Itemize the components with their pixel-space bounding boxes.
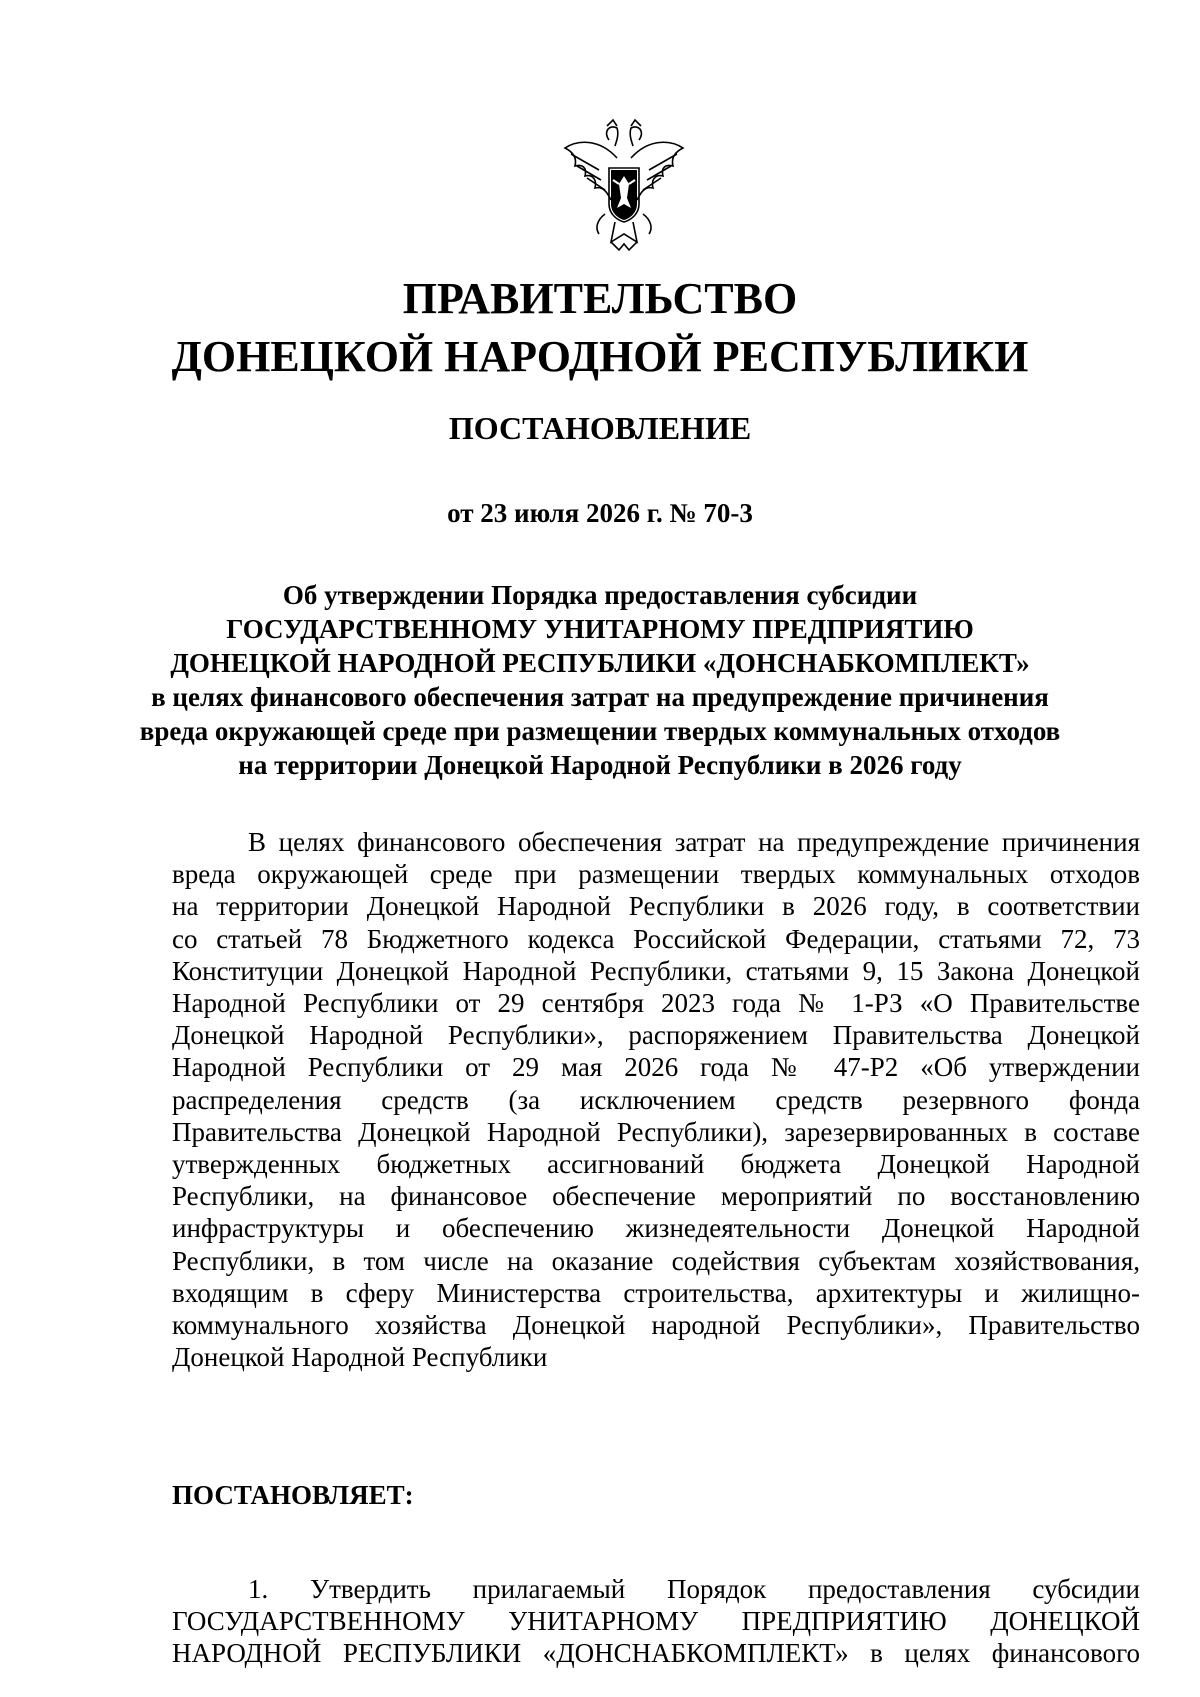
document-type: ПОСТАНОВЛЕНИЕ [448, 410, 752, 446]
preamble-line: Донецкой Народной Республики», распоряжением Правительства Донецкой [172, 1020, 1140, 1051]
title-line: ДОНЕЦКОЙ НАРОДНОЙ РЕСПУБЛИКИ «ДОНСНАБКОМПЛЕКТ» [170, 648, 1030, 678]
preamble-line: Народной Республики от 29 мая 2026 года № 47-Р2 «Об утверждении [172, 1052, 1140, 1083]
decree-word: ПОСТАНОВЛЯЕТ: [172, 1480, 414, 1510]
preamble-line: распределения средств (за исключением средств резервного фонда [172, 1084, 1140, 1115]
item-1-line: 1. Утвердить прилагаемый Порядок предоставления субсидии [248, 1574, 1140, 1604]
government-line-2: ДОНЕЦКОЙ НАРОДНОЙ РЕСПУБЛИКИ [171, 332, 1029, 381]
title-line: в целях финансового обеспечения затрат на предупреждение причинения [151, 682, 1049, 712]
preamble-line: Донецкой Народной Республики [172, 1342, 548, 1373]
date-and-number: от 23 июля 2026 г. № 70-3 [447, 498, 753, 528]
preamble-line: В целях финансового обеспечения затрат на предупреждение причинения [248, 827, 1140, 857]
item-1-paragraph [172, 1573, 1140, 1670]
government-name [0, 270, 1200, 386]
document-title [0, 578, 1200, 782]
preamble-line: инфраструктуры и обеспечению жизнедеятельности Донецкой Народной [172, 1213, 1140, 1244]
item-1-line: НАРОДНОЙ РЕСПУБЛИКИ «ДОНСНАБКОМПЛЕКТ» в целях финансового [172, 1638, 1140, 1669]
eagle-emblem-icon [559, 118, 689, 258]
preamble-line: Республики, на финансовое обеспечение мероприятий по восстановлению [172, 1181, 1140, 1212]
preamble-line: Народной Республики от 29 сентября 2023 года № 1-РЗ «О Правительстве [172, 988, 1140, 1019]
preamble-line: Конституции Донецкой Народной Республики, статьями 9, 15 Закона Донецкой [172, 955, 1140, 986]
preamble-line: на территории Донецкой Народной Республики в 2026 году, в соответствии [172, 891, 1140, 922]
item-1-line: ГОСУДАРСТВЕННОМУ УНИТАРНОМУ ПРЕДПРИЯТИЮ ДОНЕЦКОЙ [172, 1606, 1140, 1637]
title-line: Об утверждении Порядка предоставления субсидии [282, 580, 918, 610]
title-line: вреда окружающей среде при размещении твердых коммунальных отходов [139, 716, 1061, 746]
preamble-line: входящим в сферу Министерства строительства, архитектуры и жилищно- [172, 1277, 1140, 1308]
title-line: ГОСУДАРСТВЕННОМУ УНИТАРНОМУ ПРЕДПРИЯТИЮ [226, 614, 974, 644]
government-line-1: ПРАВИТЕЛЬСТВО [402, 274, 798, 323]
preamble-line: вреда окружающей среде при размещении твердых коммунальных отходов [172, 859, 1140, 890]
preamble-line: со статьей 78 Бюджетного кодекса Российской Федерации, статьями 72, 73 [172, 923, 1140, 954]
preamble-line: Правительства Донецкой Народной Республики), зарезервированных в составе [172, 1116, 1140, 1147]
title-line: на территории Донецкой Народной Республики в 2026 году [238, 750, 962, 780]
preamble-paragraph [172, 826, 1140, 1373]
preamble-line: Республики, в том числе на оказание содействия субъектам хозяйствования, [172, 1245, 1140, 1276]
preamble-line: утвержденных бюджетных ассигнований бюджета Донецкой Народной [172, 1149, 1140, 1180]
preamble-line: коммунального хозяйства Донецкой народной Республики», Правительство [172, 1310, 1140, 1341]
